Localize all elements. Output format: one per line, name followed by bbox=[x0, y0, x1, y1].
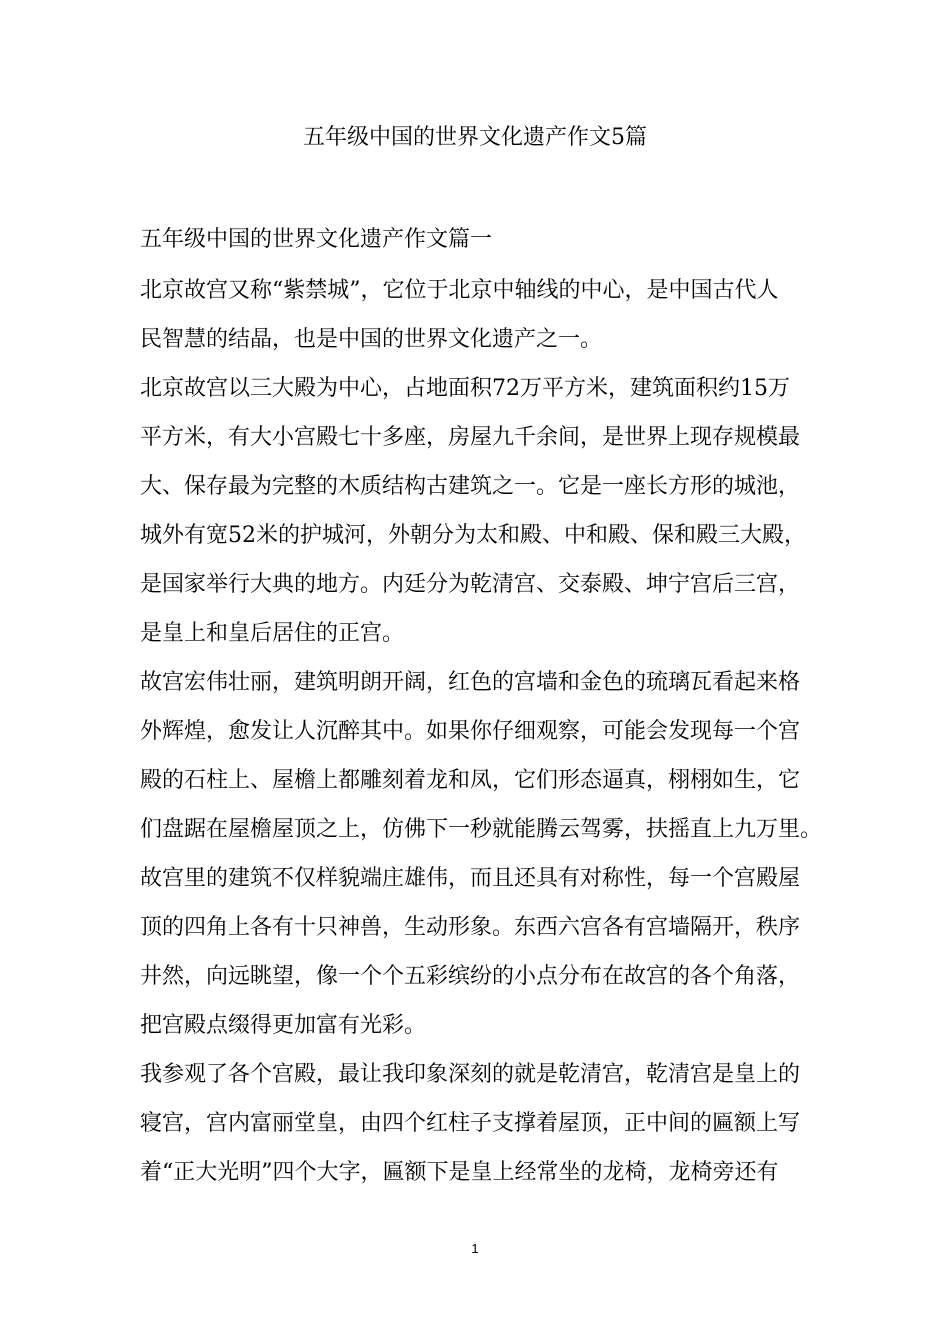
body-text-line: 我参观了各个宫殿，最让我印象深刻的就是乾清宫，乾清宫是皇上的 bbox=[140, 1062, 801, 1087]
body-text-line: 殿的石柱上、屋檐上都雕刻着龙和凤，它们形态逼真，栩栩如生，它 bbox=[140, 768, 801, 793]
body-text-line: 寝宫，宫内富丽堂皇，由四个红柱子支撑着屋顶，正中间的匾额上写 bbox=[140, 1111, 801, 1136]
body-text-line: 们盘踞在屋檐屋顶之上，仿佛下一秒就能腾云驾雾，扶摇直上九万里。 bbox=[140, 817, 823, 842]
body-text-line: 外辉煌，愈发让人沉醉其中。如果你仔细观察，可能会发现每一个宫 bbox=[140, 719, 801, 744]
body-text-line: 是皇上和皇后居住的正宫。 bbox=[140, 621, 405, 646]
body-text-line: 大、保存最为完整的木质结构古建筑之一。它是一座长方形的城池， bbox=[140, 474, 801, 499]
body-text-line: 民智慧的结晶，也是中国的世界文化遗产之一。 bbox=[140, 327, 603, 352]
body-text-line: 故宫里的建筑不仅样貌端庄雄伟，而且还具有对称性，每一个宫殿屋 bbox=[140, 866, 801, 891]
page-number: 1 bbox=[471, 1241, 479, 1256]
body-text-line: 把宫殿点缀得更加富有光彩。 bbox=[140, 1013, 427, 1038]
body-text-line: 北京故宫以三大殿为中心，占地面积72万平方米，建筑面积约15万 bbox=[140, 376, 790, 401]
body-text-line: 平方米，有大小宫殿七十多座，房屋九千余间，是世界上现存规模最 bbox=[140, 425, 801, 450]
body-text-line: 是国家举行大典的地方。内廷分为乾清宫、交泰殿、坤宁宫后三宫， bbox=[140, 572, 801, 597]
body-text-line: 北京故宫又称“紫禁城”，它位于北京中轴线的中心，是中国古代人 bbox=[140, 278, 779, 303]
body-text-line: 顶的四角上各有十只神兽，生动形象。东西六宫各有宫墙隔开，秩序 bbox=[140, 915, 801, 940]
section-heading: 五年级中国的世界文化遗产作文篇一 bbox=[140, 227, 493, 252]
document-title: 五年级中国的世界文化遗产作文5篇 bbox=[303, 125, 647, 150]
body-text-line: 着“正大光明”四个大字，匾额下是皇上经常坐的龙椅，龙椅旁还有 bbox=[140, 1160, 779, 1185]
body-text-line: 城外有宽52米的护城河，外朝分为太和殿、中和殿、保和殿三大殿， bbox=[140, 523, 806, 548]
body-text-line: 故宫宏伟壮丽，建筑明朗开阔，红色的宫墙和金色的琉璃瓦看起来格 bbox=[140, 670, 801, 695]
body-text-line: 井然，向远眺望，像一个个五彩缤纷的小点分布在故宫的各个角落， bbox=[140, 964, 801, 989]
